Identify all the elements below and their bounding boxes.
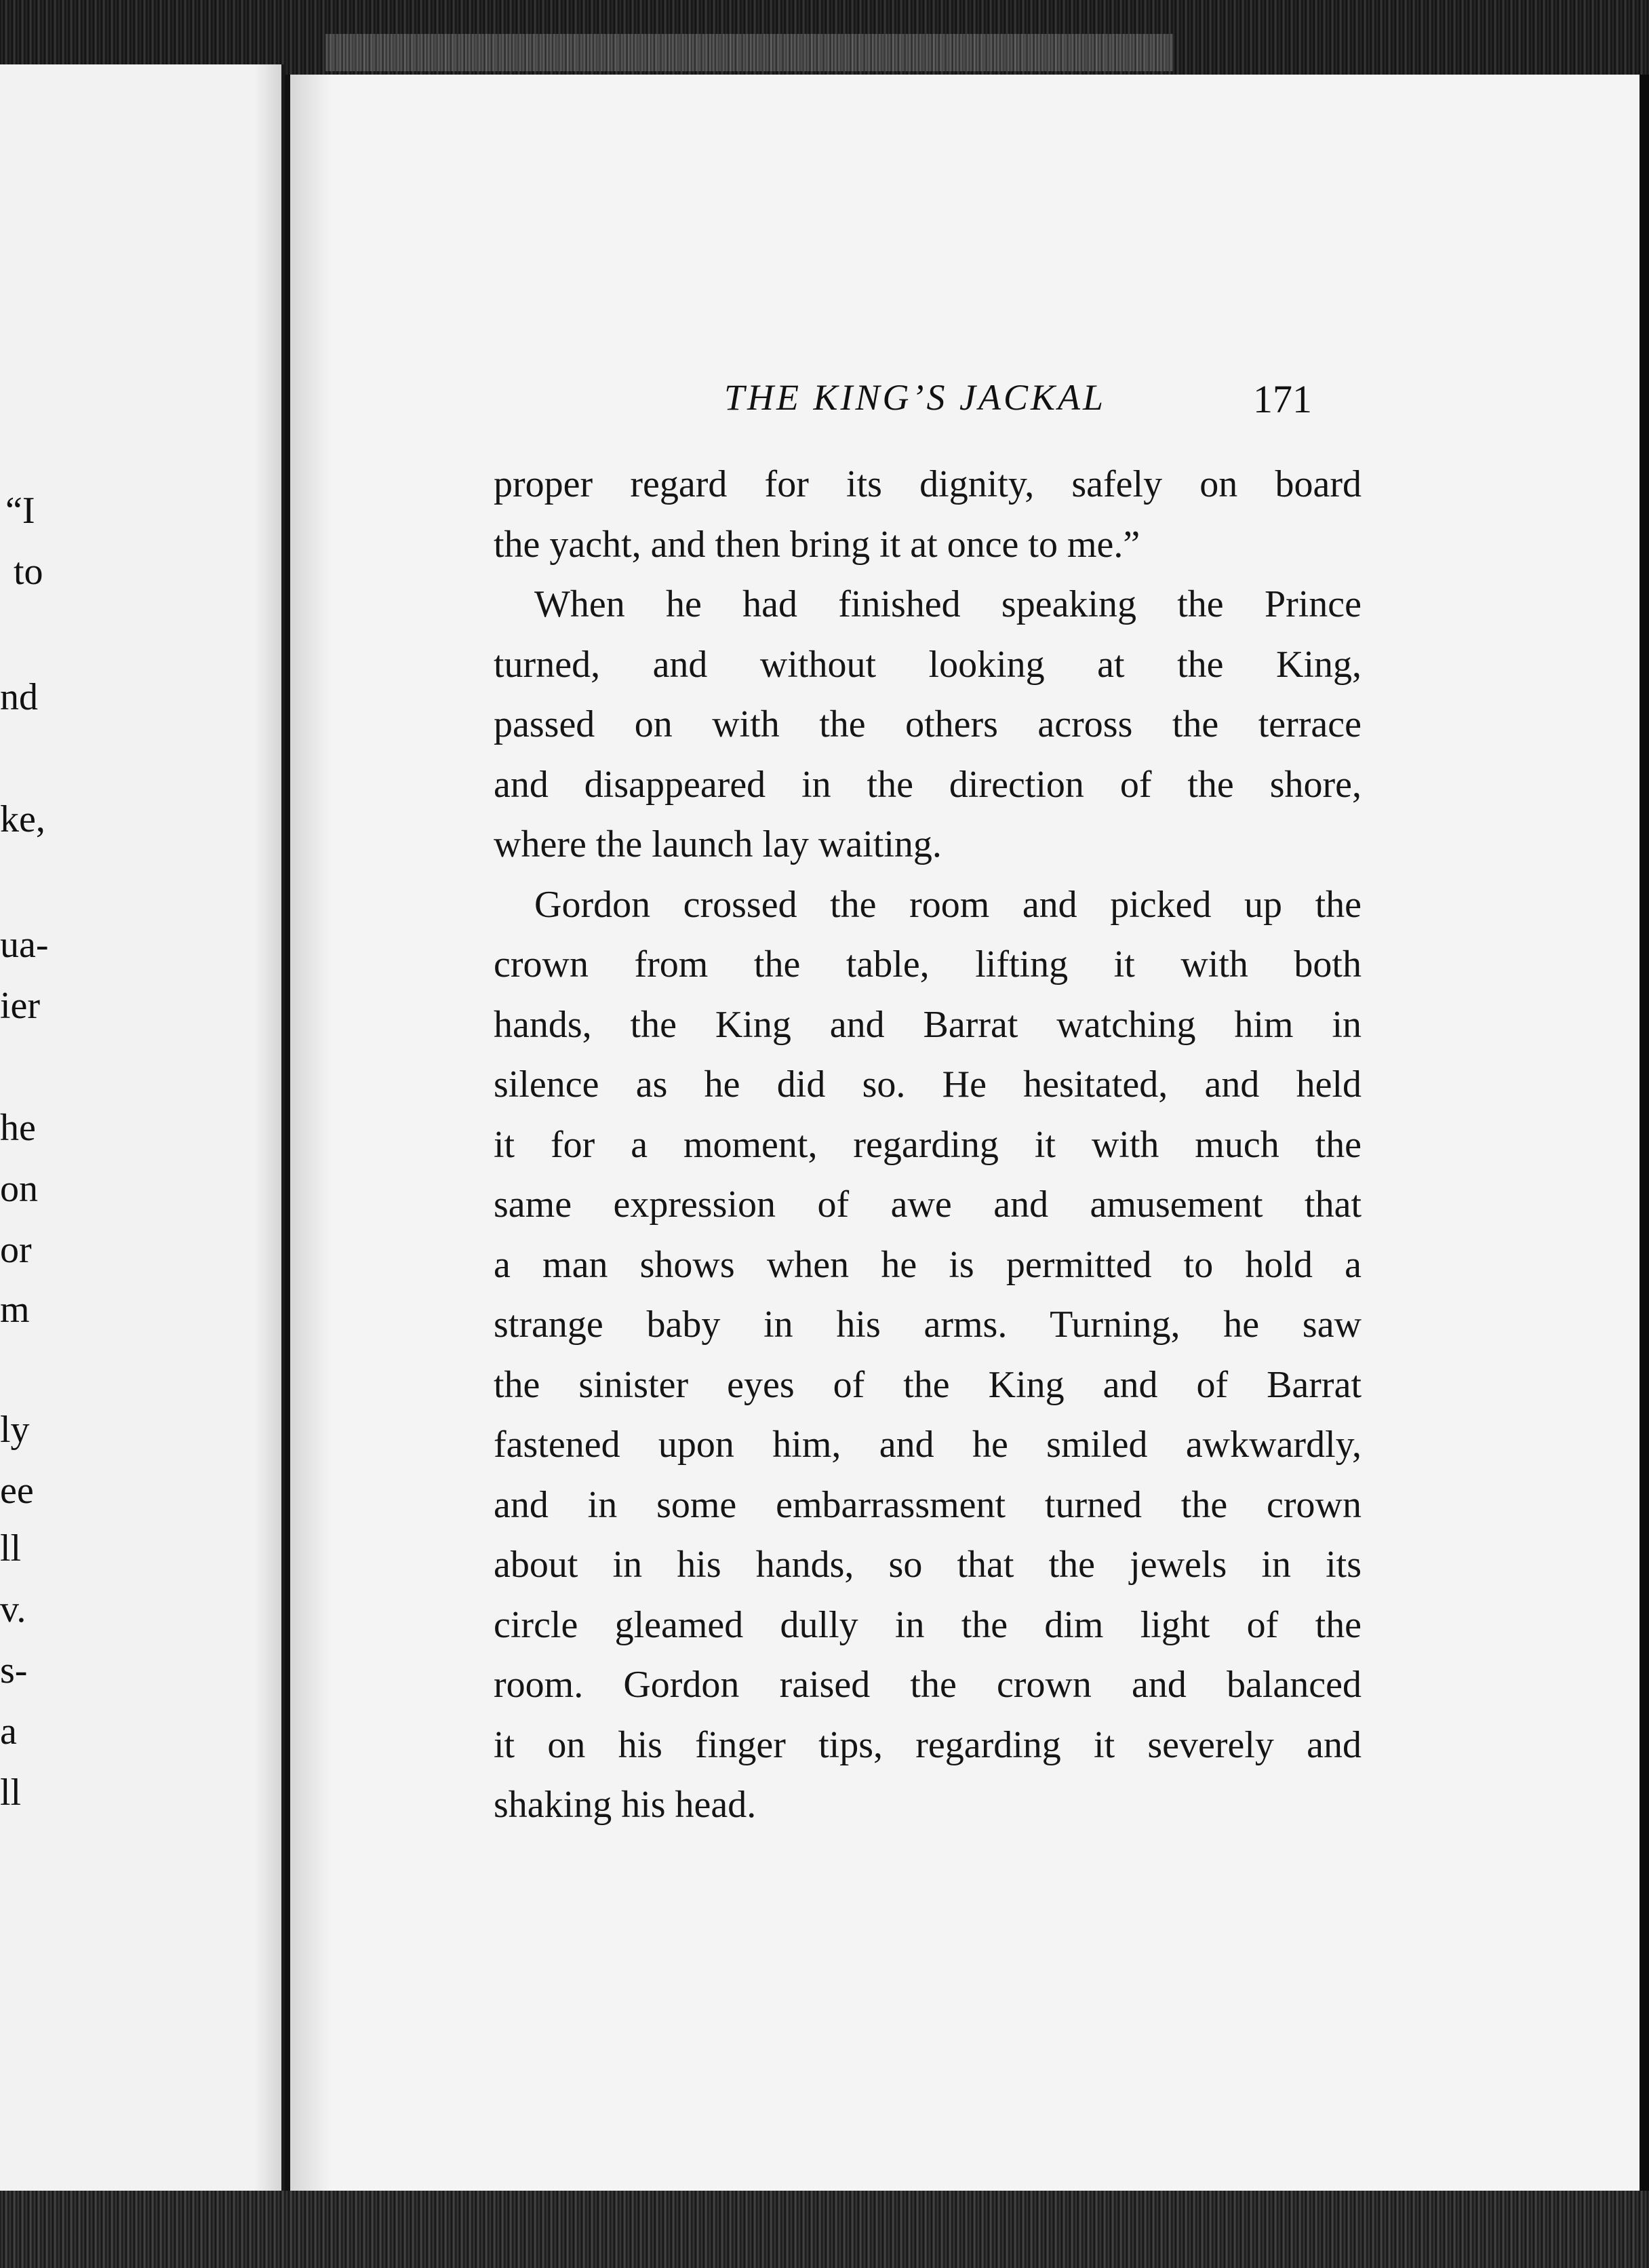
text-line: When he had finished speaking the Prince [534, 583, 1362, 625]
left-page-fragment: or [0, 1229, 32, 1271]
left-page-fragment: nd [0, 676, 38, 718]
text-line: where the launch lay waiting. [494, 823, 942, 865]
text-line: same expression of awe and amusement that [494, 1184, 1362, 1226]
text-line: hands, the King and Barrat watching him in [494, 1003, 1362, 1046]
left-page-fragment: ua- [0, 924, 49, 966]
text-line: silence as he did so. He hesitated, and held [494, 1063, 1362, 1106]
text-line: and disappeared in the direction of the shore, [494, 763, 1362, 806]
text-line: crown from the table, lifting it with both [494, 943, 1362, 985]
left-page-fragment: ly [0, 1409, 30, 1451]
right-page [285, 75, 1640, 2221]
running-header [724, 376, 1640, 431]
body-text [494, 454, 1362, 1835]
scan-top-noise [325, 34, 1173, 71]
page-number: 171 [1253, 377, 1312, 421]
left-page-fragment: m [0, 1289, 30, 1331]
left-page-fragment: he [0, 1107, 36, 1149]
text-line: the sinister eyes of the King and of Barrat [494, 1363, 1362, 1406]
left-page-fragment: on [0, 1168, 38, 1210]
left-page-fragment: ee [0, 1470, 34, 1512]
text-line: strange baby in his arms. Turning, he saw [494, 1304, 1362, 1346]
text-line: fastened upon him, and he smiled awkwardly, [494, 1424, 1362, 1466]
left-page-fragment: “I [5, 490, 35, 532]
left-gutter-shadow [254, 64, 281, 2197]
text-line: Gordon crossed the room and picked up the [534, 883, 1362, 926]
left-page-fragment: v. [0, 1588, 26, 1630]
left-page-fragment: a [0, 1710, 17, 1753]
text-line: circle gleamed dully in the dim light of the [494, 1603, 1362, 1646]
running-title: THE KING’S JACKAL [724, 377, 1107, 418]
text-line: the yacht, and then bring it at once to me.” [494, 523, 1140, 566]
left-page-fragment: to [14, 551, 43, 593]
text-line: shaking his head. [494, 1784, 757, 1826]
right-gutter-shadow [290, 75, 331, 2221]
text-line: and in some embarrassment turned the crown [494, 1483, 1362, 1526]
text-line: passed on with the others across the terrace [494, 703, 1362, 745]
left-page-fragment: ier [0, 985, 41, 1027]
left-page-fragment: ll [0, 1772, 22, 1814]
left-page-fragment: ke, [0, 798, 45, 840]
text-line: proper regard for its dignity, safely on board [494, 463, 1362, 505]
left-page-fragment: ll [0, 1527, 22, 1569]
text-line: it on his finger tips, regarding it severely and [494, 1723, 1362, 1766]
text-line: about in his hands, so that the jewels in its [494, 1544, 1362, 1586]
text-line: room. Gordon raised the crown and balanced [494, 1664, 1362, 1706]
left-page-fragment: s- [0, 1649, 28, 1692]
left-page [0, 64, 285, 2197]
scan-bottom-edge [0, 2191, 1649, 2268]
text-line: turned, and without looking at the King, [494, 643, 1362, 686]
text-line: it for a moment, regarding it with much the [494, 1123, 1362, 1166]
text-line: a man shows when he is permitted to hold a [494, 1243, 1362, 1286]
